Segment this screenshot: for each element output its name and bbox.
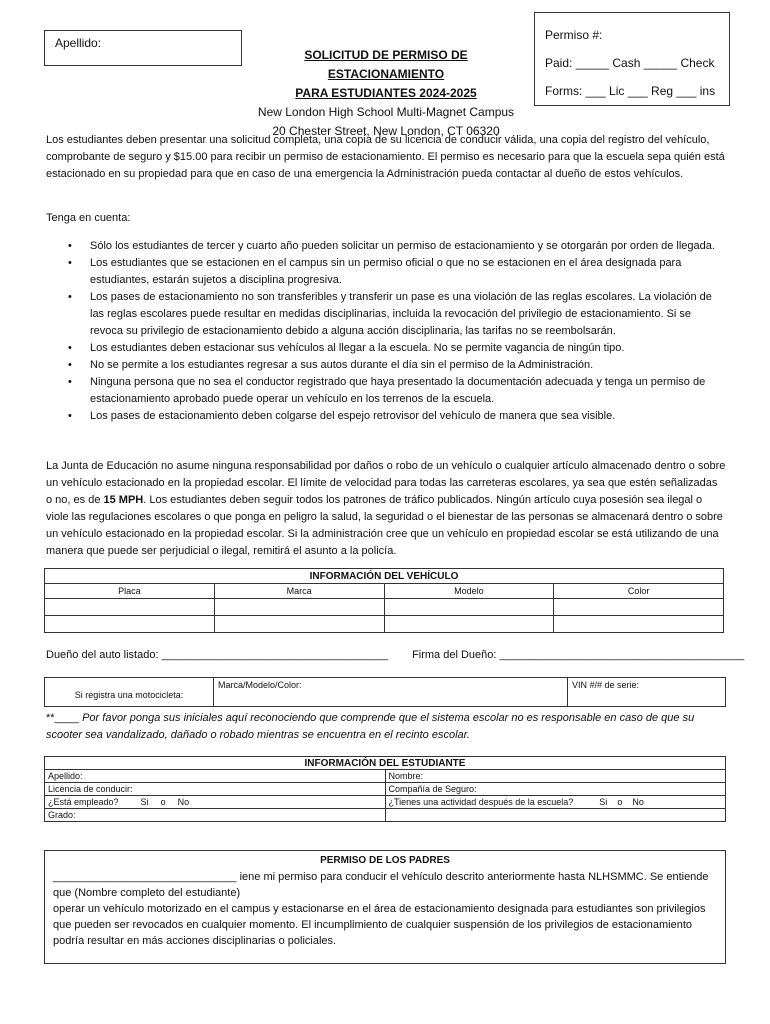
modelo-cell[interactable]	[384, 616, 554, 633]
color-cell[interactable]	[554, 616, 724, 633]
owner-signature-field[interactable]: Firma del Dueño: ________________________________________	[412, 649, 745, 661]
vehicle-info-table	[44, 568, 724, 633]
employed-no[interactable]: No	[177, 797, 190, 807]
rule-item: • Sólo los estudiantes de tercer y cuarto año pueden solicitar un permiso de estacionamiento y se otorgarán por orden de llegada.	[46, 238, 726, 255]
board-text-start: La Junta de Educación no asume ninguna responsabilidad por daños o robo de un vehículo o cualquier artículo almacenado dentro o sobre un vehículo estacionado en la propiedad escolar. El límite de velocidad para todas las carreteras escolares, ya sea que estén señalizadas o no, es de	[46, 460, 726, 506]
speed-limit: 15 MPH	[103, 494, 144, 506]
title-line2: PARA ESTUDIANTES 2024-2025	[295, 86, 477, 100]
parent-permission-title: PERMISO DE LOS PADRES	[320, 855, 450, 866]
modelo-cell[interactable]	[384, 599, 554, 616]
permiso-number-label: Permiso #:	[545, 28, 603, 42]
column-modelo: Modelo	[384, 584, 554, 599]
motorcycle-label: Si registra una motocicleta:	[45, 678, 214, 707]
column-placa: Placa	[45, 584, 215, 599]
empty-cell	[385, 809, 726, 822]
vehicle-info-title: INFORMACIÓN DEL VEHÍCULO	[45, 569, 724, 584]
rule-item: • Ninguna persona que no sea el conductor registrado que haya presentado la documentación adecuada y tenga un permiso de estacionamiento aprobado puede operar un vehículo en los terrenos de la escuela.	[46, 374, 726, 408]
scooter-acknowledgement	[46, 710, 726, 744]
school-name: New London High School Multi-Magnet Campus	[257, 105, 515, 119]
paid-line: Paid: _____ Cash _____ Check	[545, 56, 715, 70]
color-cell[interactable]	[554, 599, 724, 616]
parent-permission-box	[44, 850, 726, 964]
forms-line: Forms: ___ Lic ___ Reg ___ ins	[545, 84, 716, 98]
activity-or: o	[617, 797, 623, 807]
parent-permission-line2: operar un vehículo motorizado en el campus y estacionarse en el área de estacionamiento designada para estudiantes son privilegios que pueden ser revocados en cualquier momento. El incumplimiento de cualquier suspensión de los privilegios de estacionamiento podría resultar en más acciones disciplinarias o policiales.	[53, 903, 706, 947]
motorcycle-make-field[interactable]: Marca/Modelo/Color:	[214, 678, 568, 707]
note-heading: Tenga en cuenta:	[46, 212, 131, 224]
employed-or: o	[160, 797, 166, 807]
marca-cell[interactable]	[214, 599, 384, 616]
apellido-cell[interactable]: Apellido:	[45, 770, 386, 783]
placa-cell[interactable]	[45, 599, 215, 616]
student-info-table	[44, 756, 726, 822]
board-paragraph	[46, 458, 726, 560]
initials-blank[interactable]: **____	[46, 712, 83, 724]
parent-permission-line1[interactable]: ______________________________ iene mi permiso para conducir el vehículo descrito anteriormente hasta NLHSMMC. Se entiende que (Nombre completo del estudiante)	[53, 871, 709, 899]
title-line1: SOLICITUD DE PERMISO DE ESTACIONAMIENTO	[304, 48, 468, 81]
office-use-box	[534, 12, 730, 106]
activity-question: ¿Tienes una actividad después de la escuela?	[388, 797, 574, 807]
rule-item: • Los estudiantes que se estacionen en el campus sin un permiso oficial o que no se estacionen en el área designada para estudiantes, estarán sujetos a disciplina progresiva.	[46, 255, 726, 289]
grado-cell[interactable]: Grado:	[45, 809, 386, 822]
student-info-title: INFORMACIÓN DEL ESTUDIANTE	[45, 757, 726, 770]
employed-question: ¿Está empleado?	[48, 797, 119, 807]
employed-cell[interactable]	[45, 796, 386, 809]
placa-cell[interactable]	[45, 616, 215, 633]
employed-yes[interactable]: Si	[140, 797, 149, 807]
vin-field[interactable]: VIN #/# de serie:	[568, 678, 726, 707]
rule-item: • Los pases de estacionamiento deben colgarse del espejo retrovisor del vehículo de manera que sea visible.	[46, 408, 726, 425]
column-marca: Marca	[214, 584, 384, 599]
owner-field[interactable]: Dueño del auto listado: _____________________________________	[46, 649, 388, 661]
licencia-cell[interactable]: Licencia de conducir:	[45, 783, 386, 796]
intro-paragraph: Los estudiantes deben presentar una solicitud completa, una copia de su licencia de conducir válida, una copia del registro del vehículo, comprobante de seguro y $15.00 para recibir un permiso de estacionamiento. El permiso es necesario para que la escuela sepa quién está estacionado en su propiedad para que en caso de una emergencia la Administración pueda contactar al dueño de estos vehículos.	[46, 134, 725, 180]
column-color: Color	[554, 584, 724, 599]
rules-list	[46, 238, 726, 425]
activity-no[interactable]: No	[632, 797, 644, 807]
form-title	[246, 46, 526, 141]
school-address: 20 Chester Street, New London, CT 06320	[272, 124, 500, 138]
board-text-end: . Los estudiantes deben seguir todos los patrones de tráfico publicados. Ningún artículo cuya posesión sea ilegal o viole las regulaciones escolares o que ponga en peligro la salud, la seguridad o el bienestar de las personas se almacenará dentro o sobre un vehículo estacionado en la propiedad escolar. Si la administración cree que un vehículo en propiedad escolar se está utilizando de una manera que puede ser perjudicial o ilegal, remitirá el asunto a la policía.	[46, 494, 723, 557]
apellido-field-box[interactable]	[44, 30, 242, 66]
rule-item: • No se permite a los estudiantes regresar a sus autos durante el día sin el permiso de la Administración.	[46, 357, 726, 374]
rule-item: • Los pases de estacionamiento no son transferibles y transferir un pase es una violación de las reglas escolares. La violación de las reglas escolares puede resultar en medidas disciplinarias, incluida la revocación del privilegio de estacionamiento. Si se revoca su privilegio de estacionamiento debido a alguna acción disciplinaria, las tarifas no se reembolsarán.	[46, 289, 726, 340]
marca-cell[interactable]	[214, 616, 384, 633]
seguro-cell[interactable]: Compañía de Seguro:	[385, 783, 726, 796]
scooter-text: Por favor ponga sus iniciales aquí reconociendo que comprende que el sistema escolar no es responsable en caso de que su scooter sea vandalizado, dañado o robado mientras se encuentra en el recinto escolar.	[46, 712, 695, 741]
rule-item: • Los estudiantes deben estacionar sus vehículos al llegar a la escuela. No se permite vagancia de ningún tipo.	[46, 340, 726, 357]
activity-yes[interactable]: Si	[599, 797, 608, 807]
nombre-cell[interactable]: Nombre:	[385, 770, 726, 783]
apellido-label: Apellido:	[55, 36, 102, 50]
owner-line	[46, 649, 745, 661]
activity-cell[interactable]	[385, 796, 726, 809]
motorcycle-table	[44, 677, 726, 707]
